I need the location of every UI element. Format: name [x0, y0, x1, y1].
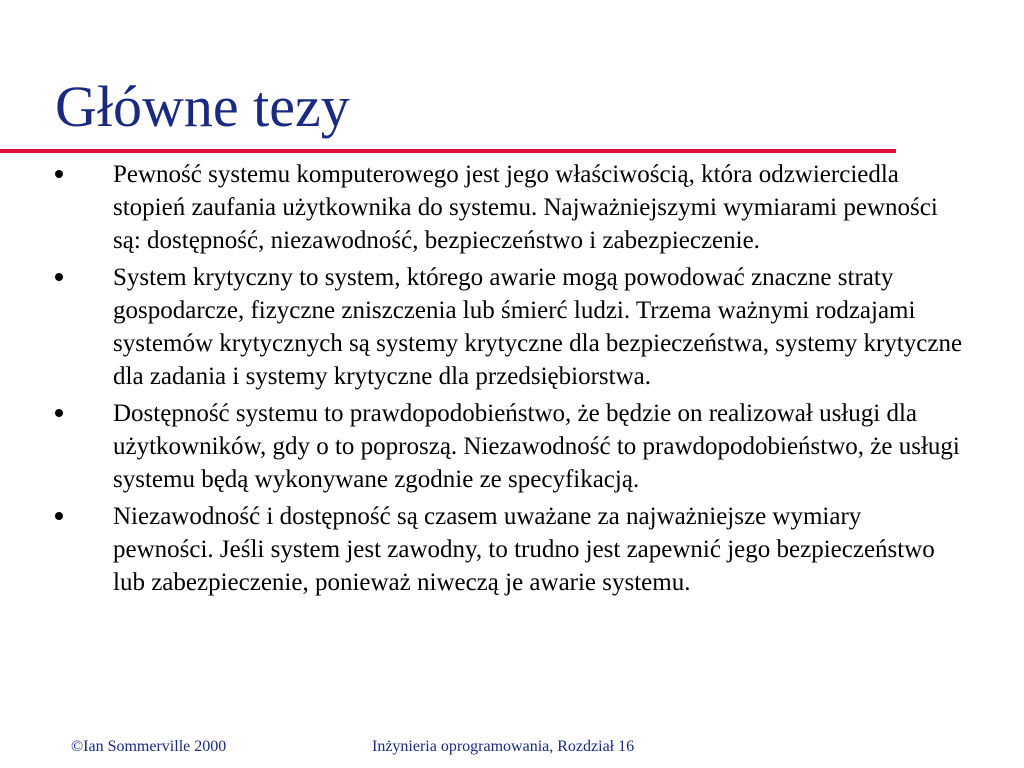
bullet-dot-icon — [55, 409, 63, 417]
bullet-item — [55, 158, 965, 257]
bullet-item — [55, 261, 965, 393]
bullet-list — [55, 158, 965, 603]
bullet-text: Dostępność systemu to prawdopodobieństwo, że będzie on realizował usługi dla użytkowników, gdy o to poproszą. Niezawodność to prawdopodobieństwo, że usługi systemu będą wykonywane zgodnie ze specyfikacją. — [113, 400, 960, 493]
bullet-item — [55, 397, 965, 496]
bullet-dot-icon — [55, 170, 63, 178]
bullet-text: Pewność systemu komputerowego jest jego właściwością, która odzwierciedla stopień zaufania użytkownika do systemu. Najważniejszymi wymiarami pewności są: dostępność, niezawodność, bezpieczeństwo i zabezpieczenie. — [113, 161, 938, 254]
slide-title: Główne tezy — [55, 74, 350, 139]
footer-course-title: Inżynieria oprogramowania, Rozdział 16 — [372, 738, 635, 755]
bullet-text: System krytyczny to system, którego awarie mogą powodować znaczne straty gospodarcze, fizyczne zniszczenia lub śmierć ludzi. Trzema ważnymi rodzajami systemów krytycznych są systemy krytyczne dla bezpieczeństwa, systemy krytyczne dla zadania i systemy krytyczne dla przedsiębiorstwa. — [113, 264, 963, 390]
footer-copyright: ©Ian Sommerville 2000 — [71, 738, 227, 755]
title-underline — [0, 149, 896, 153]
bullet-dot-icon — [55, 273, 63, 281]
bullet-item — [55, 500, 965, 599]
bullet-text: Niezawodność i dostępność są czasem uważane za najważniejsze wymiary pewności. Jeśli system jest zawodny, to trudno jest zapewnić jego bezpieczeństwo lub zabezpieczenie, ponieważ niweczą je awarie systemu. — [113, 503, 935, 596]
bullet-dot-icon — [55, 512, 63, 520]
